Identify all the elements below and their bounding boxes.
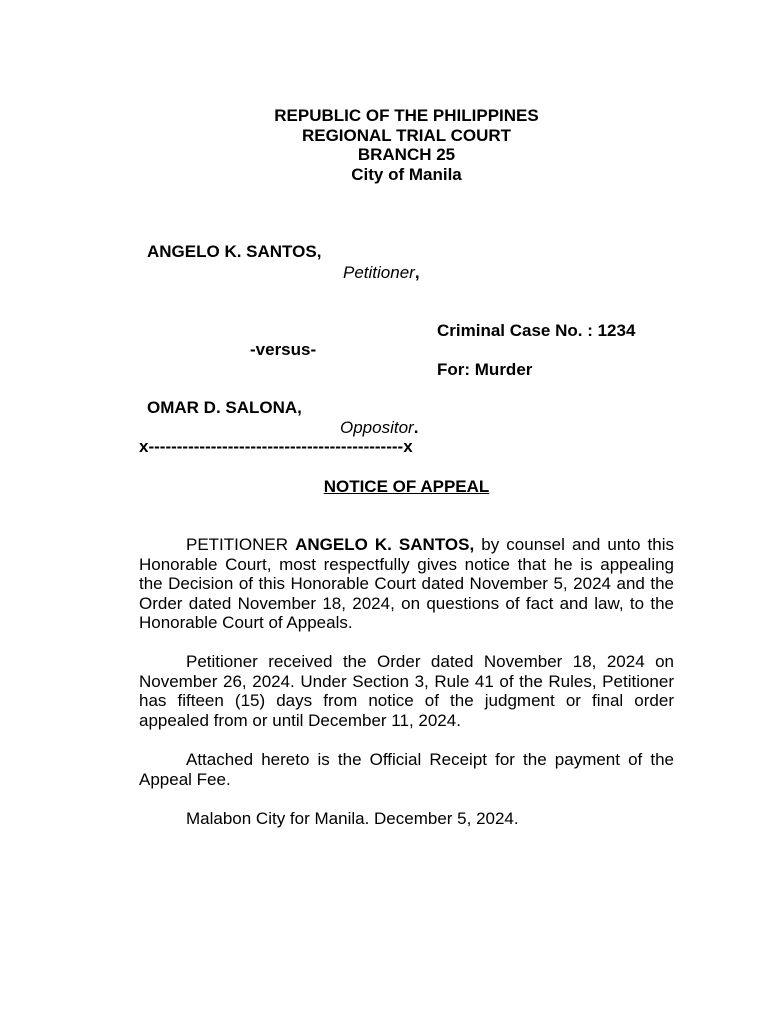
case-number: Criminal Case No. : 1234: [437, 321, 636, 340]
petitioner-name: ANGELO K. SANTOS,: [147, 242, 322, 261]
oppositor-name: OMAR D. SALONA,: [147, 398, 302, 417]
petitioner-role: Petitioner: [343, 263, 415, 282]
petitioner-role-line: [343, 263, 420, 283]
header-court: REGIONAL TRIAL COURT: [301, 125, 512, 145]
p3-text: Attached hereto is the Official Receipt for the payment of the Appeal Fee.: [139, 750, 674, 789]
oppositor-role-line: [340, 418, 418, 438]
oppositor-role-punct: .: [413, 418, 419, 437]
header-republic: REPUBLIC OF THE PHILIPPINES: [274, 106, 539, 125]
header-branch: BRANCH 25: [357, 145, 456, 164]
case-offense: For: Murder: [437, 360, 533, 379]
p4-text: Malabon City for Manila. December 5, 2024.: [186, 809, 519, 828]
header-city: City of Manila: [351, 164, 462, 184]
court-header: [139, 106, 674, 184]
p1-rest: by counsel and unto this Honorable Court, most respectfully gives notice that he is appealing the Decision of this Honorable Court dated November 5, 2024 and the Order dated November 18, 2024, on questions of fact and law, to the Honorable Court of Appeals.: [139, 535, 674, 632]
notice-title: NOTICE OF APPEAL: [323, 477, 490, 496]
document-title: [139, 477, 674, 497]
p1-petitioner-name: ANGELO K. SANTOS,: [295, 535, 475, 554]
oppositor-role: Oppositor: [340, 418, 414, 437]
p1-start: PETITIONER: [186, 535, 296, 554]
paragraph-3: [139, 750, 674, 789]
p2-text: Petitioner received the Order dated November 18, 2024 on November 26, 2024. Under Section 3, Rule 41 of the Rules, Petitioner has fifteen (15) days from notice of the judgment or final order appealed from or until December 11, 2024.: [139, 652, 674, 730]
caption-separator: x---------------------------------------------x: [139, 437, 413, 456]
versus-label: -versus-: [250, 340, 317, 359]
paragraph-2: [139, 652, 674, 730]
petitioner-role-punct: ,: [414, 263, 420, 282]
paragraph-1: [139, 535, 674, 633]
paragraph-4: [139, 809, 674, 829]
